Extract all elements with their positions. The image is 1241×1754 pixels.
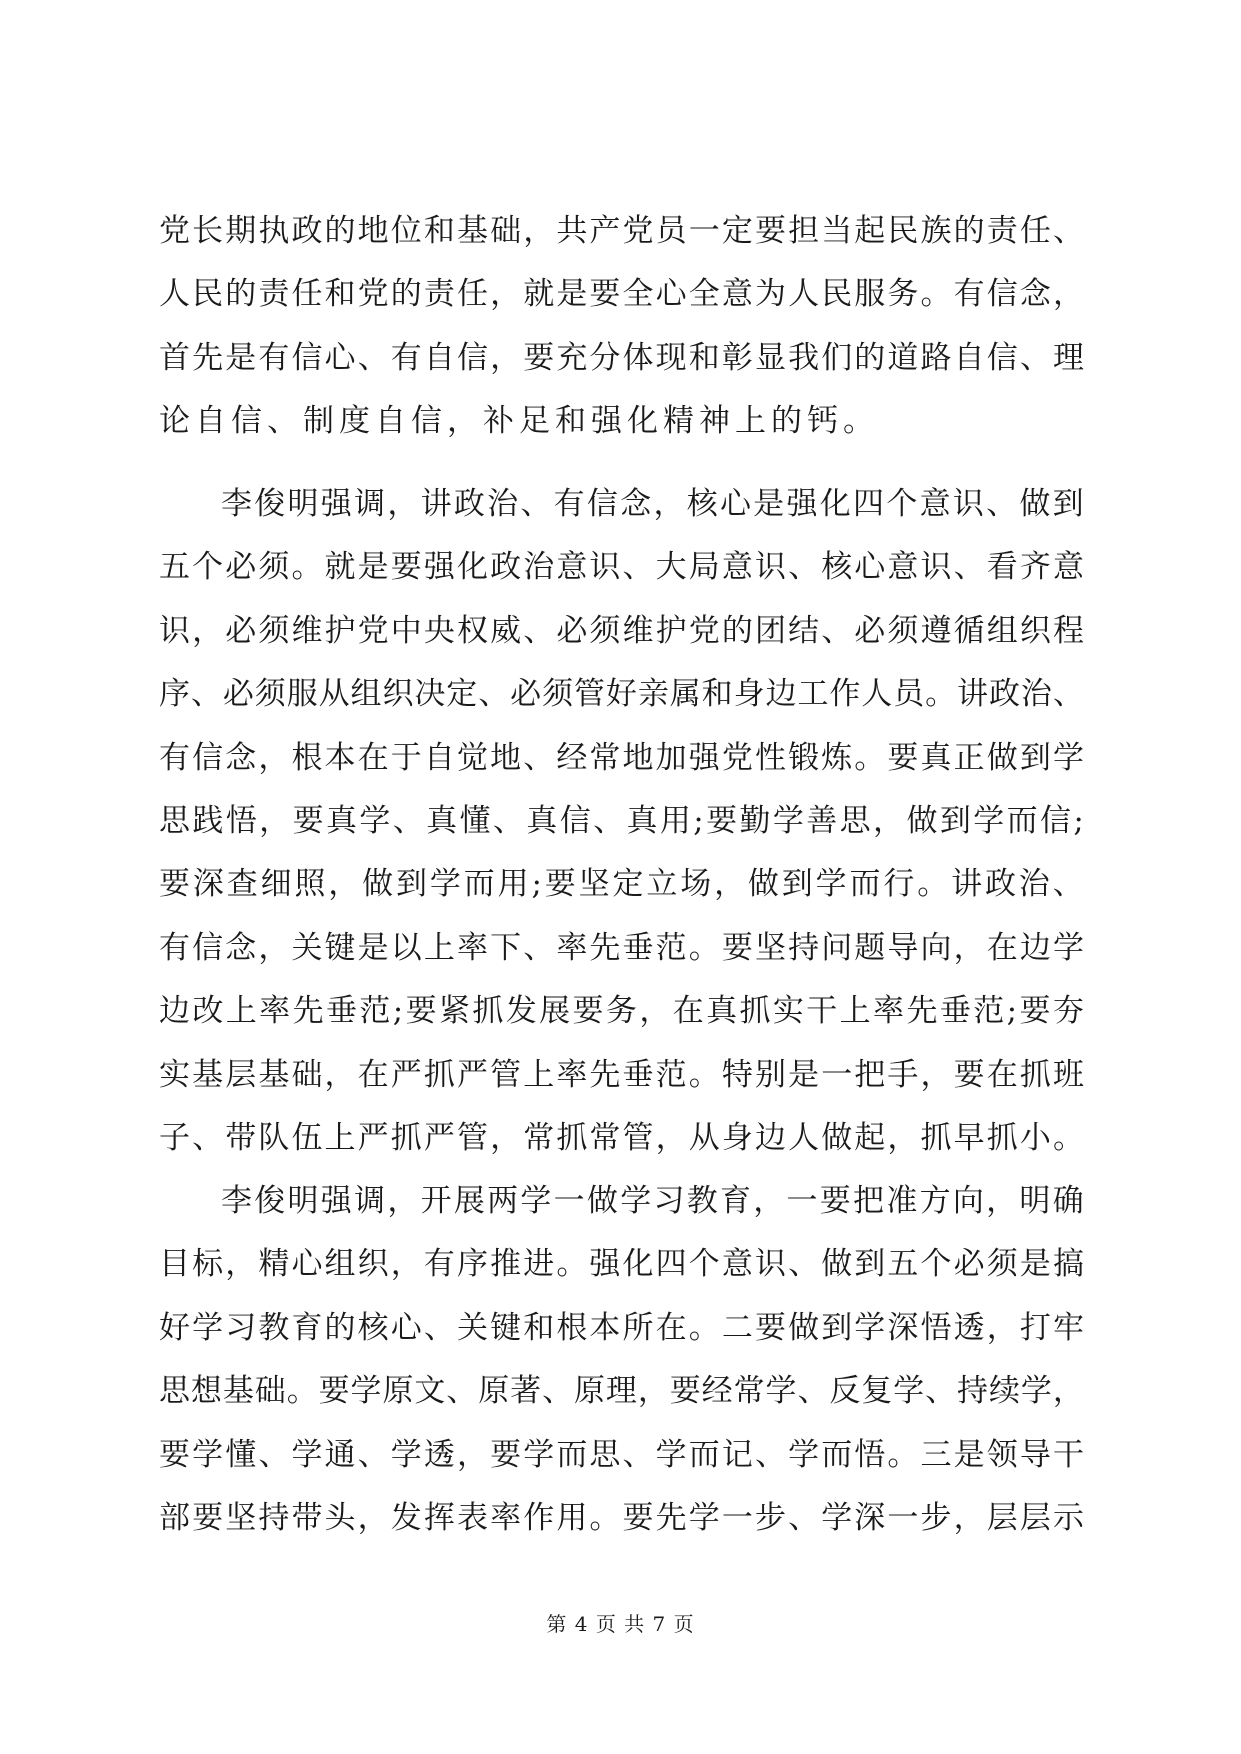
text-line: 边 改 上 率 先 垂 范 ; 要 紧 抓 发 展 要 务 ， 在 真 抓 实 干 上 率 先 垂 范 ; 要 夯 (159, 993, 1084, 1030)
text-line: 思 践 悟 ， 要 真 学 、 真 懂 、 真 信 、 真 用 ; 要 勤 学 善 思 ， 做 到 学 而 信 ; (159, 802, 1084, 839)
text-line: 序 、 必 须 服 从 组 织 决 定 、 必 须 管 好 亲 属 和 身 边 工 作 人 员 。 讲 政 治 、 (159, 676, 1084, 713)
paragraph-1 (159, 200, 1084, 454)
text-line: 有 信 念 ， 根 本 在 于 自 觉 地 、 经 常 地 加 强 党 性 锻 炼 。 要 真 正 做 到 学 (159, 739, 1084, 776)
text-line: 首 先 是 有 信 心 、 有 自 信 ， 要 充 分 体 现 和 彰 显 我 们 的 道 路 自 信 、 理 (159, 339, 1084, 376)
text-line: 人 民 的 责 任 和 党 的 责 任 ， 就 是 要 全 心 全 意 为 人 民 服 务 。 有 信 念 ， (159, 276, 1084, 313)
page-number-footer: 第 4 页 共 7 页 (546, 1612, 695, 1636)
text-line: 子 、 带 队 伍 上 严 抓 严 管 ， 常 抓 常 管 ， 从 身 边 人 做 起 ， 抓 早 抓 小 。 (159, 1119, 1084, 1156)
text-line: 李 俊 明 强 调 ， 讲 政 治 、 有 信 念 ， 核 心 是 强 化 四 个 意 识 、 做 到 (221, 486, 1084, 522)
paragraph-2 (159, 473, 1084, 1170)
text-line: 论自信、制度自信，补足和强化精神上的钙。 (159, 403, 879, 440)
text-line: 实 基 层 基 础 ， 在 严 抓 严 管 上 率 先 垂 范 。 特 别 是 一 把 手 ， 要 在 抓 班 (159, 1056, 1084, 1093)
text-line: 有 信 念 ， 关 键 是 以 上 率 下 、 率 先 垂 范 。 要 坚 持 问 题 导 向 ， 在 边 学 (159, 929, 1084, 966)
text-line: 目 标 ， 精 心 组 织 ， 有 序 推 进 。 强 化 四 个 意 识 、 做 到 五 个 必 须 是 搞 (159, 1246, 1084, 1283)
text-line: 识 ， 必 须 维 护 党 中 央 权 威 、 必 须 维 护 党 的 团 结 、 必 须 遵 循 组 织 程 (159, 612, 1084, 649)
text-line: 要 深 查 细 照 ， 做 到 学 而 用 ; 要 坚 定 立 场 ， 做 到 学 而 行 。 讲 政 治 、 (159, 866, 1084, 903)
paragraph-3 (159, 1170, 1084, 1550)
text-line: 党 长 期 执 政 的 地 位 和 基 础 ， 共 产 党 员 一 定 要 担 当 起 民 族 的 责 任 、 (159, 213, 1084, 249)
text-line: 要 学 懂 、 学 通 、 学 透 ， 要 学 而 思 、 学 而 记 、 学 而 悟 。 三 是 领 导 干 (159, 1436, 1084, 1473)
text-line: 李 俊 明 强 调 ， 开 展 两 学 一 做 学 习 教 育 ， 一 要 把 准 方 向 ， 明 确 (221, 1183, 1084, 1219)
text-line: 部 要 坚 持 带 头 ， 发 挥 表 率 作 用 。 要 先 学 一 步 、 学 深 一 步 ， 层 层 示 (159, 1499, 1084, 1536)
text-line: 思 想 基 础 。 要 学 原 文 、 原 著 、 原 理 ， 要 经 常 学 、 反 复 学 、 持 续 学 ， (159, 1373, 1084, 1410)
text-line: 好 学 习 教 育 的 核 心 、 关 键 和 根 本 所 在 。 二 要 做 到 学 深 悟 透 ， 打 牢 (159, 1309, 1084, 1346)
text-line: 五 个 必 须 。 就 是 要 强 化 政 治 意 识 、 大 局 意 识 、 核 心 意 识 、 看 齐 意 (159, 549, 1084, 586)
